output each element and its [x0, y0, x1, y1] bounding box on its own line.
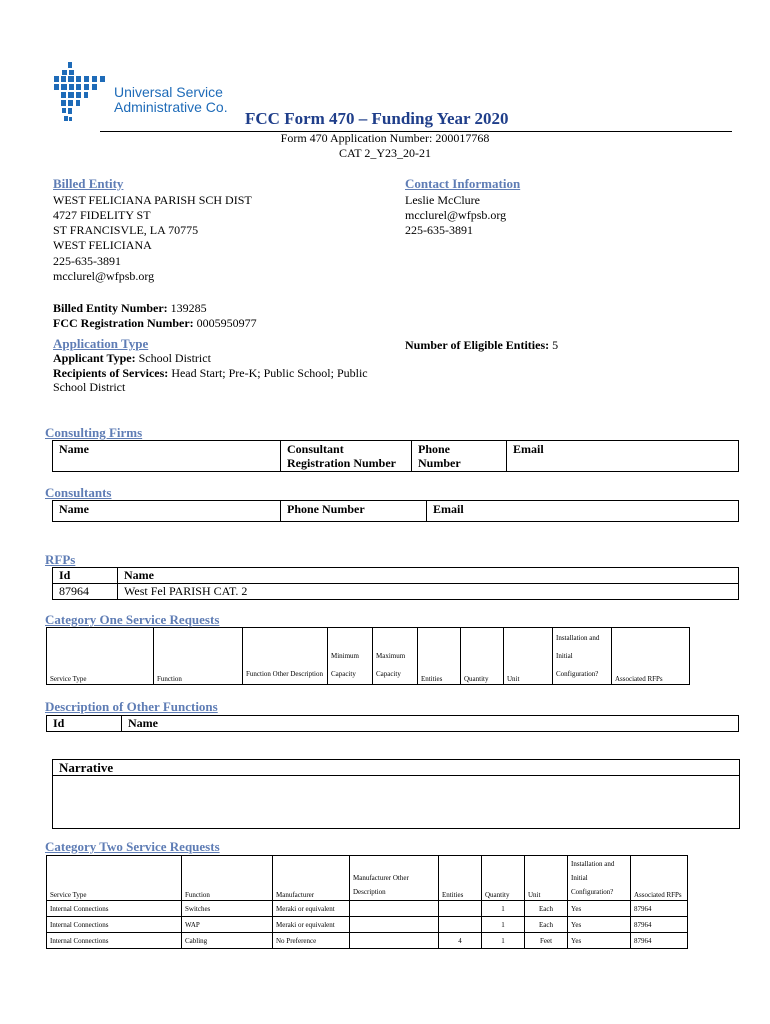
narrative-heading: Narrative [53, 760, 739, 776]
col-unit: Unit [525, 856, 568, 901]
billed-entity-line: mcclurel@wfpsb.org [53, 269, 155, 283]
cell: Yes [568, 933, 631, 949]
col-installation: Installation and Initial Configuration? [553, 628, 612, 685]
category-one-table [46, 627, 690, 685]
col-min-capacity: Minimum Capacity [328, 628, 373, 685]
cell [350, 901, 439, 917]
contact-line: 225-635-3891 [405, 223, 473, 237]
cell: WAP [182, 917, 273, 933]
col-phone: Phone Number [412, 441, 507, 472]
col-name: Name [53, 501, 281, 522]
usac-logo-icon [50, 62, 110, 128]
cell [350, 933, 439, 949]
logo-text-line2: Administrative Co. [114, 99, 228, 115]
contact-line: mcclurel@wfpsb.org [405, 208, 507, 222]
cell: Internal Connections [47, 901, 182, 917]
recipients-of-services-cont: School District [53, 380, 126, 394]
billed-entity-line: 4727 FIDELITY ST [53, 208, 151, 222]
category-one-heading: Category One Service Requests [45, 612, 220, 627]
cell [350, 917, 439, 933]
table-row [47, 917, 688, 933]
cell: No Preference [273, 933, 350, 949]
page-title: FCC Form 470 – Funding Year 2020 [245, 109, 509, 128]
col-consultant-reg: Consultant Registration Number [281, 441, 412, 472]
other-functions-table [46, 715, 739, 732]
eligible-entities: Number of Eligible Entities: 5 [405, 338, 559, 352]
category-two-heading: Category Two Service Requests [45, 839, 220, 854]
col-id: Id [53, 568, 118, 584]
col-entities: Entities [418, 628, 461, 685]
category-two-table [46, 855, 688, 949]
col-id: Id [47, 716, 122, 732]
cell [439, 917, 482, 933]
billed-entity-line: 225-635-3891 [53, 254, 121, 268]
rfp-id: 87964 [53, 584, 118, 600]
billed-entity-line: ST FRANCISVLE, LA 70775 [53, 223, 199, 237]
cell: 1 [482, 917, 525, 933]
consulting-firms-table [52, 440, 739, 472]
col-function-other: Function Other Description [243, 628, 328, 685]
cell: Each [525, 917, 568, 933]
cell: Feet [525, 933, 568, 949]
billed-entity-line: WEST FELICIANA PARISH SCH DIST [53, 193, 252, 207]
narrative-box [52, 759, 740, 829]
contact-heading: Contact Information [405, 176, 521, 191]
consulting-firms-heading: Consulting Firms [45, 425, 143, 440]
col-quantity: Quantity [482, 856, 525, 901]
cell: 87964 [631, 917, 688, 933]
col-name: Name [53, 441, 281, 472]
col-quantity: Quantity [461, 628, 504, 685]
col-service-type: Service Type [47, 856, 182, 901]
col-name: Name [122, 716, 739, 732]
cell: 1 [482, 901, 525, 917]
col-max-capacity: Maximum Capacity [373, 628, 418, 685]
col-email: Email [427, 501, 739, 522]
rfps-heading: RFPs [45, 552, 76, 567]
cell: 87964 [631, 933, 688, 949]
cell: Each [525, 901, 568, 917]
billed-entity-line: WEST FELICIANA [53, 238, 152, 252]
cell: Meraki or equivalent [273, 901, 350, 917]
col-installation: Installation and Initial Configuration? [568, 856, 631, 901]
billed-entity-number: Billed Entity Number: 139285 [53, 301, 207, 315]
cell: Switches [182, 901, 273, 917]
cell: Cabling [182, 933, 273, 949]
logo-text-line1: Universal Service [114, 84, 223, 100]
col-associated-rfps: Associated RFPs [631, 856, 688, 901]
col-manufacturer-other: Manufacturer Other Description [350, 856, 439, 901]
consultants-table [52, 500, 739, 522]
col-function: Function [154, 628, 243, 685]
consultants-heading: Consultants [45, 485, 112, 500]
cell: 87964 [631, 901, 688, 917]
col-name: Name [118, 568, 739, 584]
cell: 1 [482, 933, 525, 949]
col-phone-number: Phone Number [281, 501, 427, 522]
cell [439, 901, 482, 917]
table-row [53, 584, 739, 600]
cell: Internal Connections [47, 917, 182, 933]
rfp-name: West Fel PARISH CAT. 2 [118, 584, 739, 600]
cell: Meraki or equivalent [273, 917, 350, 933]
cell: Yes [568, 901, 631, 917]
application-number: Form 470 Application Number: 200017768 [280, 131, 490, 145]
applicant-type: Applicant Type: School District [53, 351, 211, 365]
cell: Internal Connections [47, 933, 182, 949]
fcc-registration-number: FCC Registration Number: 0005950977 [53, 316, 257, 330]
col-unit: Unit [504, 628, 553, 685]
rfps-table [52, 567, 739, 600]
recipients-of-services: Recipients of Services: Head Start; Pre-K; Public School; Public [53, 366, 368, 380]
col-service-type: Service Type [47, 628, 154, 685]
billed-entity-heading: Billed Entity [53, 176, 124, 191]
col-manufacturer: Manufacturer [273, 856, 350, 901]
cell: 4 [439, 933, 482, 949]
cell: Yes [568, 917, 631, 933]
application-type-heading: Application Type [53, 336, 149, 351]
table-row [47, 901, 688, 917]
col-associated-rfps: Associated RFPs [612, 628, 690, 685]
other-functions-heading: Description of Other Functions [45, 699, 218, 714]
col-function: Function [182, 856, 273, 901]
cat-label: CAT 2_Y23_20-21 [338, 146, 432, 160]
contact-line: Leslie McClure [405, 193, 480, 207]
col-entities: Entities [439, 856, 482, 901]
col-email: Email [507, 441, 739, 472]
table-row [47, 933, 688, 949]
